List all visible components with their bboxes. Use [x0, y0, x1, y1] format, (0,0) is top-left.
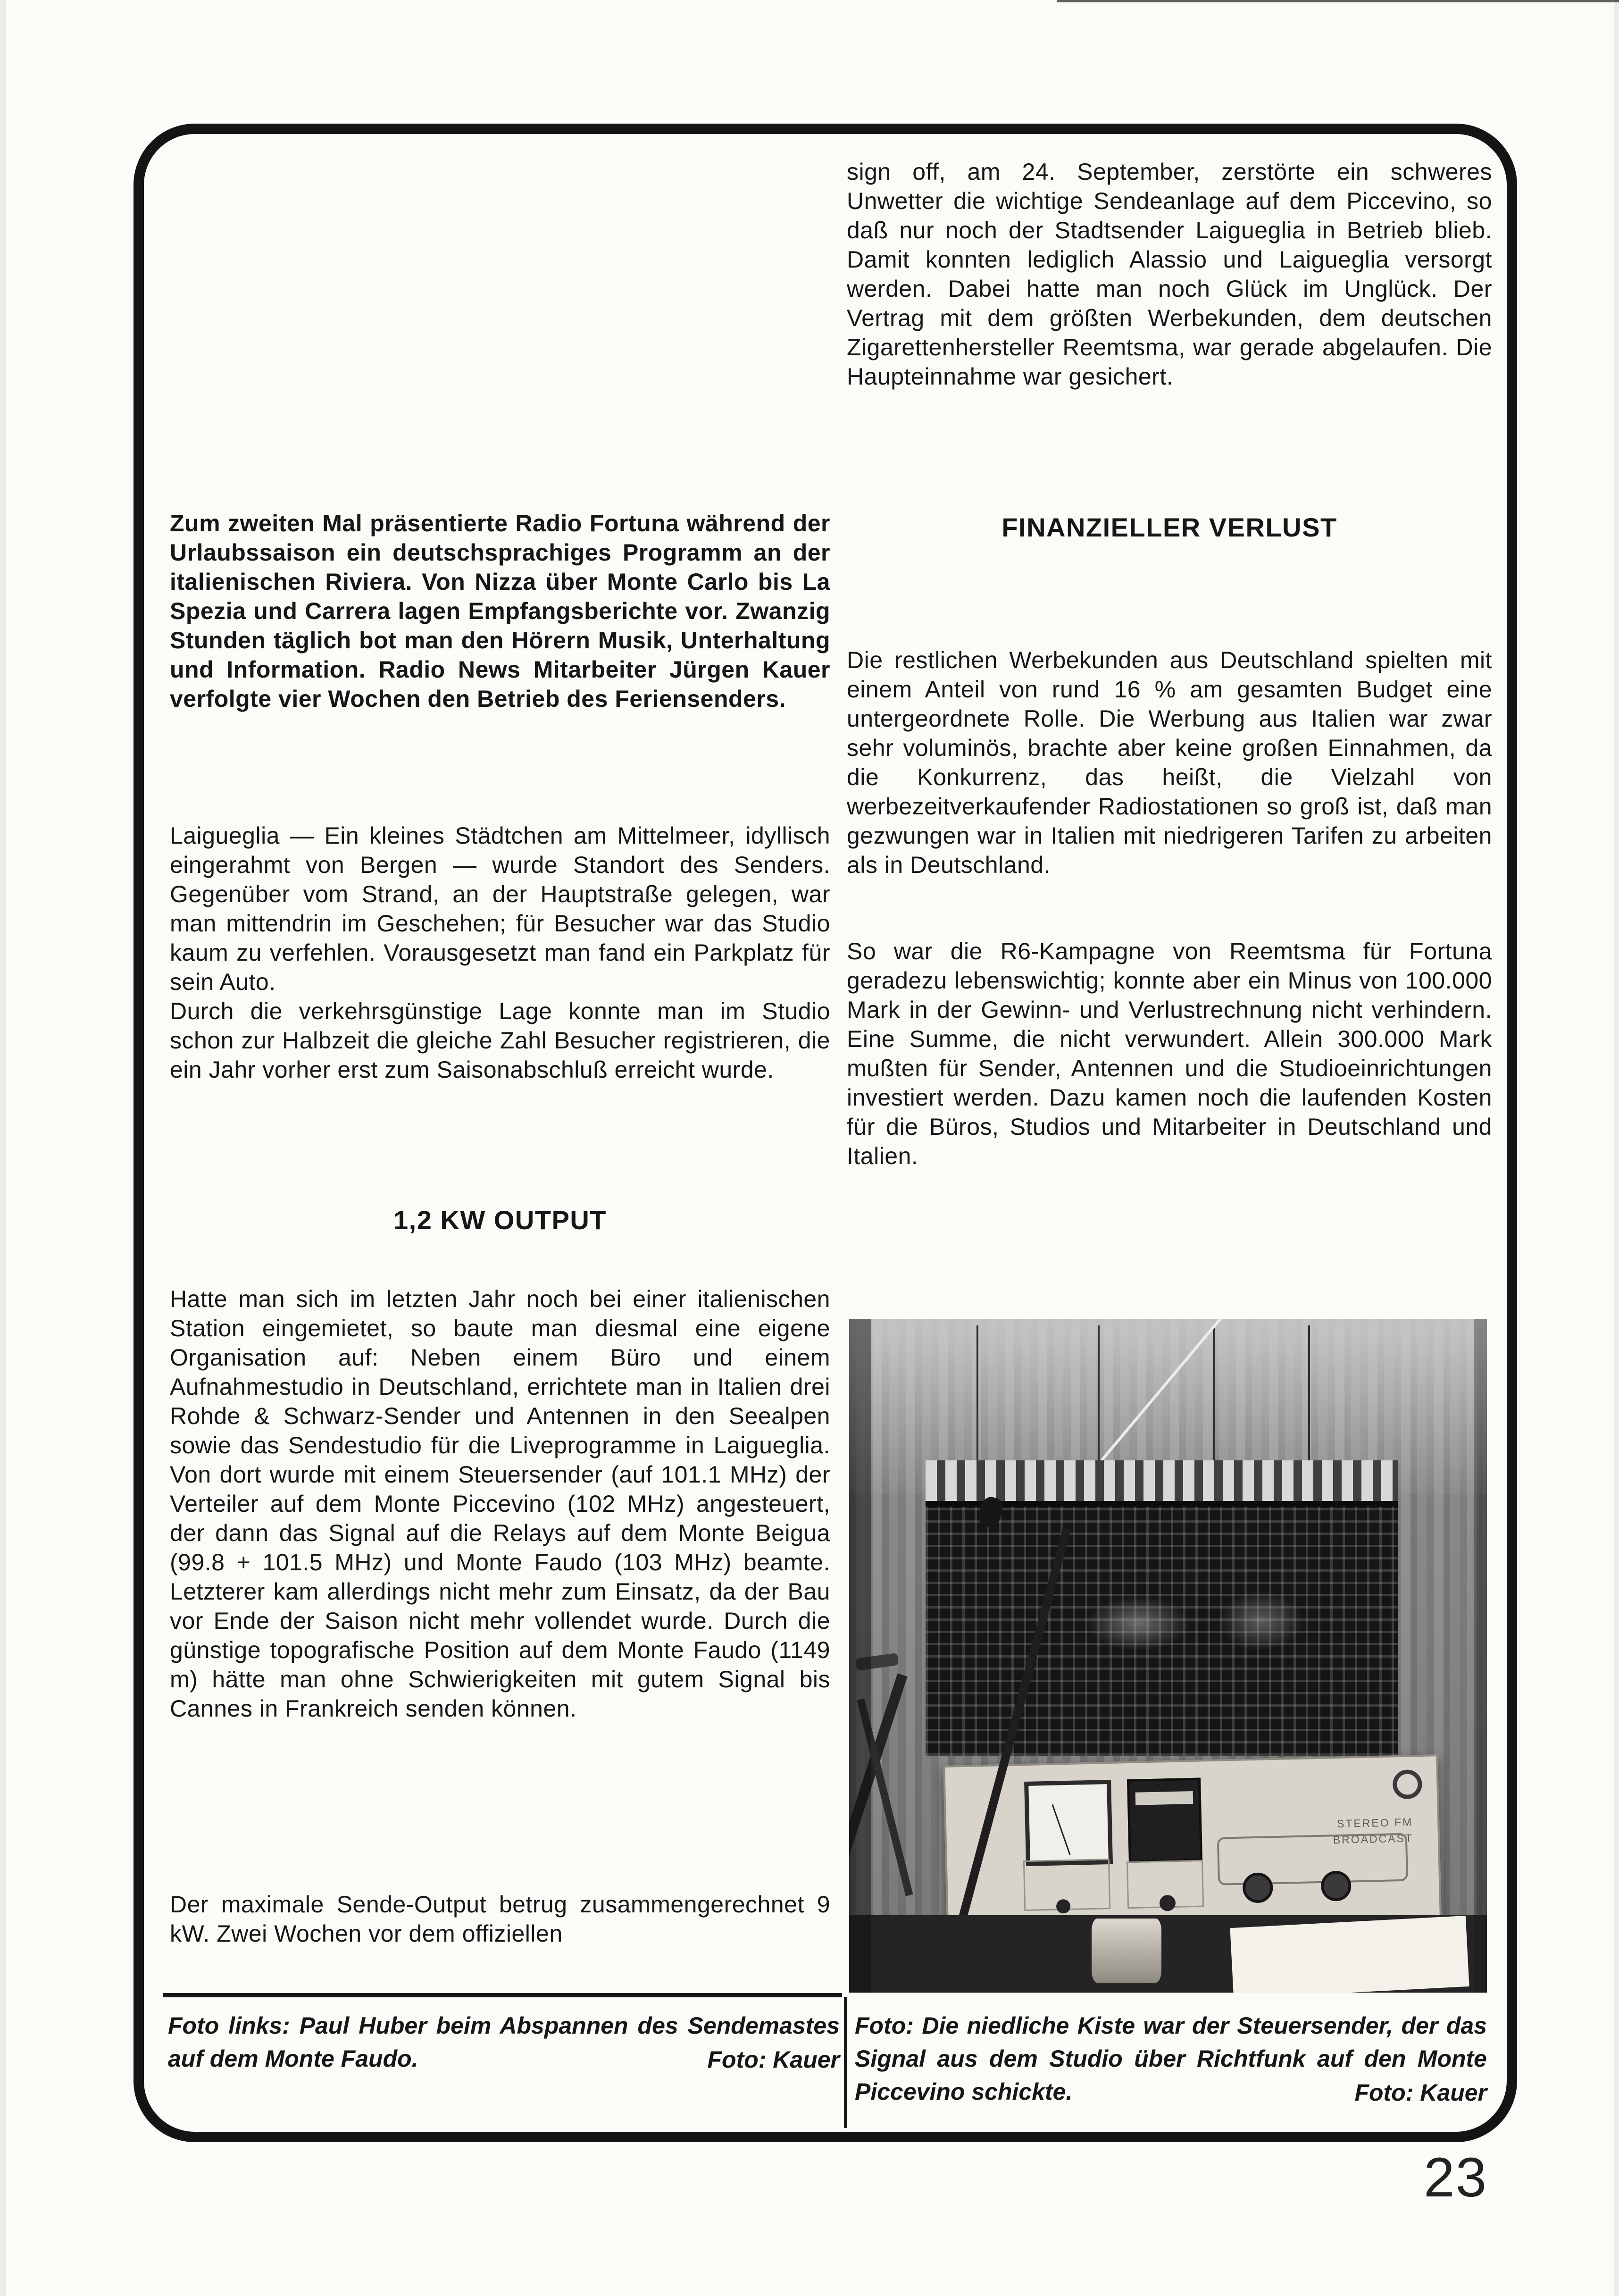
dark-meter-window: [1127, 1777, 1202, 1863]
paragraph-output: Hatte man sich im letzten Jahr noch bei einer italienischen Station eingemietet, so baute man diesmal eine eigene Organisation auf: Neben einem Büro und einem Aufnahmestudio in Deutschland, errichtete man in Italien drei Rohde & Schwarz-Sender und Antennen in den Seealpen sowie das Sendestudio für die Liveprogramme in Laigueglia. Von dort wurde mit einem Steuersender (auf 101.1 MHz) der Verteiler auf dem Monte Piccevino (102 MHz) angesteuert, der dann das Signal auf die Relays auf dem Monte Beigua (99.8 + 101.5 MHz) und Monte Faudo (103 MHz) beamte. Letzterer kam allerdings nicht mehr zum Einsatz, da der Bau vor Ende der Saison nicht mehr vollendet wurde. Durch die günstige topografische Position auf dem Monte Faudo (1149 m) hätte man ohne Schwierigkeiten mit gutem Signal bis Cannes in Frankreich senden können.: [170, 1286, 830, 1722]
heading-finanzieller-verlust: FINANZIELLER VERLUST: [1001, 512, 1337, 542]
paragraph-lage: Durch die verkehrsgünstige Lage konnte man im Studio schon zur Halbzeit die gleiche Zahl Besucher registrieren, die ein Jahr vorher erst zum Saisonabschluß erreicht wurde.: [170, 998, 830, 1083]
paragraph-werbekunden: Die restlichen Werbekunden aus Deutschland spielten mit einem Anteil von rund 16 % am gesamten Budget eine untergeordnete Rolle. Die Werbung aus Italien war zwar sehr voluminös, brachte aber keine großen Einnahmen, da die Konkurrenz, das heißt, die Vielzahl von werbezeitverkaufender Radiostationen so groß ist, daß man gezwungen war in Italien mit niedrigeren Tarifen zu arbeiten als in Deutschland.: [847, 647, 1492, 878]
panel-label-line1: STEREO FM: [1336, 1816, 1413, 1830]
heading-kw-output: 1,2 KW OUTPUT: [393, 1205, 607, 1235]
photo-wire: [1308, 1325, 1310, 1474]
paragraph-laigueglia: Laigueglia — Ein kleines Städtchen am Mittelmeer, idyllisch eingerahmt von Bergen — wurde Standort des Senders. Gegenüber vom Strand, an der Hauptstraße gelegen, war man mittendrin im Geschehen; für Besucher war das Studio kaum zu verfehlen. Vorausgesetzt man fand ein Parkplatz für sein Auto.: [170, 822, 830, 995]
vu-meter: [1024, 1780, 1113, 1866]
photo-wire: [976, 1325, 978, 1474]
photo-tube-glow: [1218, 1591, 1303, 1651]
caption-right-text: Foto: Die niedliche Kiste war der Steuersender, der das Signal aus dem Studio über Richtfunk auf den Monte Piccevino schickte.: [855, 2012, 1487, 2105]
meter-window-slit: [1135, 1791, 1193, 1805]
scan-edge-left: [0, 0, 6, 2296]
photo-mesh-cage: [926, 1501, 1397, 1756]
panel-knob: [1159, 1895, 1176, 1912]
panel-knob: [1056, 1900, 1071, 1914]
panel-knob: [1320, 1871, 1351, 1902]
panel-outline-box: [1217, 1833, 1408, 1885]
photo-tube-glow: [1086, 1596, 1190, 1651]
photo-round-cap: [1092, 1919, 1162, 1983]
caption-left-credit: Foto: Kauer: [707, 2046, 840, 2073]
caption-right-credit: Foto: Kauer: [1354, 2079, 1487, 2106]
photo-front-panel: [943, 1754, 1442, 1927]
scan-artifact-line: [1057, 0, 1619, 2]
paragraph-group-laigueglia: [170, 821, 830, 1084]
scan-edge-right: [1614, 0, 1619, 2296]
paragraph-kampagne: So war die R6-Kampagne von Reemtsma für Fortuna geradezu lebenswichtig; konnte aber ein Minus von 100.000 Mark in der Gewinn- und Verlustrechnung nicht verhindern. Eine Summe, die nicht verwundert. Allein 300.000 Mark mußten für Sender, Antennen und die Studioeinrichtungen investiert werden. Dazu kamen noch die laufenden Kosten für die Büros, Studios und Mitarbeiter in Deutschland und Italien.: [847, 938, 1492, 1169]
photo-edge-shadow: [849, 1319, 871, 1993]
paragraph-unwetter: sign off, am 24. September, zerstörte ein schweres Unwetter die wichtige Sendeanlage auf dem Piccevino, so daß nur noch der Stadtsender Laigueglia in Betrieb blieb. Damit konnten lediglich Alassio und Laigueglia versorgt werden. Dabei hatte man noch Glück im Unglück. Der Vertrag mit dem größten Werbekunden, dem deutschen Zigarettenhersteller Reemtsma, war gerade abgelaufen. Die Haupteinnahme war gesichert.: [847, 159, 1492, 390]
vu-meter-needle: [1052, 1804, 1070, 1855]
panel-logo-badge: [1392, 1769, 1422, 1799]
panel-knob: [1242, 1873, 1273, 1903]
caption-right: [855, 2009, 1487, 2109]
photo-edge-shadow: [1474, 1319, 1487, 1993]
photo-wire: [1098, 1325, 1100, 1474]
caption-left-text: Foto links: Paul Huber beim Abspannen des Sendemastes auf dem Monte Faudo.: [168, 2012, 840, 2072]
caption-divider-vertical: [844, 1997, 847, 2128]
article-lead: Zum zweiten Mal präsentierte Radio Fortuna während der Urlaubssaison ein deutschsprachiges Programm an der italienischen Riviera. Von Nizza über Monte Carlo bis La Spezia und Carrera lagen Empfangsberichte vor. Zwanzig Stunden täglich bot man den Hörern Musik, Unterhaltung und Information. Radio News Mitarbeiter Jürgen Kauer verfolgte vier Wochen den Betrieb des Feriensenders.: [170, 510, 830, 712]
panel-label-line2: BROADCAST: [1333, 1832, 1414, 1846]
photo-paper-sheet: [1230, 1916, 1469, 1993]
paragraph-sendeoutput: Der maximale Sende-Output betrug zusammengerechnet 9 kW. Zwei Wochen vor dem offiziellen: [170, 1891, 830, 1947]
transmitter-photo: [849, 1319, 1487, 1993]
caption-divider-rule: [163, 1993, 842, 1997]
photo-wire: [1213, 1325, 1215, 1474]
caption-left: [168, 2009, 840, 2076]
page-number: 23: [1424, 2146, 1488, 2209]
